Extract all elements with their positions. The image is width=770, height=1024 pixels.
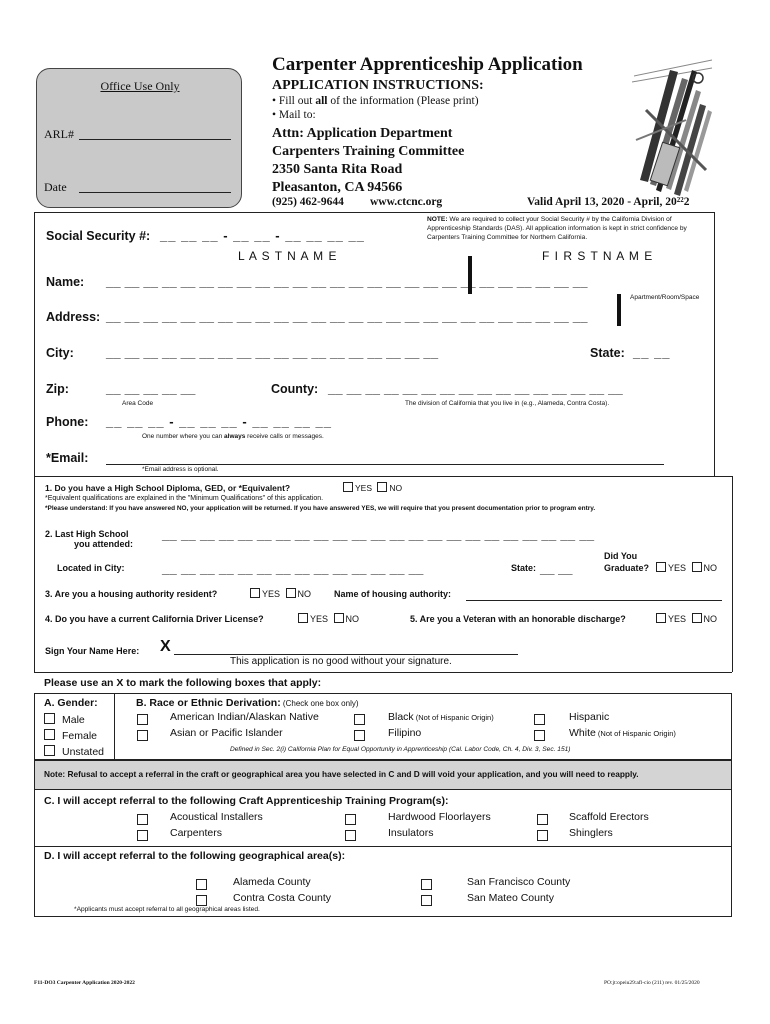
gender-male-checkbox[interactable] [44, 713, 55, 724]
county-field[interactable]: __ __ __ __ __ __ __ __ __ __ __ __ __ __ __ __ [328, 381, 623, 396]
city-label: City: [46, 346, 74, 360]
craft-carpenters-label: Carpenters [170, 827, 222, 839]
area-code-hint: Area Code [122, 400, 154, 407]
geo-heading: D. I will accept referral to the following geographical area(s): [44, 850, 346, 862]
footer-form-id: F11-DO3 Carpenter Application 2020-2022 [34, 980, 135, 986]
mailing-address [272, 125, 464, 197]
gender-option-label: Female [62, 730, 98, 742]
gender-option [44, 728, 104, 744]
arl-field[interactable] [79, 139, 231, 140]
q1-text: 1. Do you have a High School Diploma, GED, or *Equivalent? [45, 483, 291, 493]
geo-san-mateo-label: San Mateo County [467, 892, 554, 904]
county-hint: The division of California that you live in (e.g., Alameda, Contra Costa). [405, 400, 610, 407]
page-title: Carpenter Apprenticeship Application [272, 54, 583, 75]
apartment-divider [617, 294, 621, 326]
gender-option-label: Unstated [62, 746, 105, 758]
questions-right-border [732, 476, 733, 672]
footer-revision: PO:jt:opeiu29:afl-cio (211) rev. 01/25/2020 [604, 980, 700, 986]
gender-option-label: Male [62, 714, 85, 726]
form-left-border [34, 212, 35, 476]
gender-heading: A. Gender: [44, 697, 98, 709]
signature-note: This application is no good without your signature. [230, 656, 452, 667]
contact-phone: (925) 462-9644 [272, 196, 344, 208]
questions-top-border [714, 476, 732, 477]
date-field[interactable] [79, 192, 231, 193]
race-american-indian-label: American Indian/Alaskan Native [170, 711, 319, 723]
located-city-field[interactable]: __ __ __ __ __ __ __ __ __ __ __ __ __ __ [162, 561, 424, 576]
graduate-no-checkbox[interactable] [692, 562, 702, 572]
last-name-heading: L A S T N A M E [238, 249, 338, 263]
address-line: Pleasanton, CA 94566 [272, 180, 403, 195]
gender-option [44, 712, 104, 728]
office-use-box [36, 68, 242, 208]
website: www.ctcnc.org [370, 196, 443, 208]
county-label: County: [271, 382, 319, 396]
housing-authority-label: Name of housing authority: [334, 589, 451, 599]
located-city-label: Located in City: [57, 563, 125, 573]
q1-note-understand: *Please understand: If you have answered NO, your application will be returned. If you have answered YES, we will require that you present documentation prior to program entry. [45, 505, 596, 512]
first-name-heading: F I R S T N A M E [542, 249, 654, 263]
address-line: Carpenters Training Committee [272, 144, 465, 159]
geo-san-mateo-checkbox[interactable] [421, 893, 432, 911]
zip-label: Zip: [46, 382, 69, 396]
boxes-heading: Please use an X to mark the following boxes that apply: [44, 677, 322, 689]
q3-yes-checkbox[interactable] [250, 588, 260, 598]
housing-authority-field[interactable] [466, 600, 722, 601]
email-label: *Email: [46, 451, 89, 465]
geo-note: *Applicants must accept referral to all geographical areas listed. [74, 906, 260, 913]
form-top-border [34, 212, 714, 213]
graduate-options [656, 562, 717, 573]
race-definition-note: Defined in Sec. 2(i) California Plan for Equal Opportunity in Apprenticeship (Cal. Labor Code, Ch. 4, Div. 3, Sec. 151) [230, 746, 571, 753]
q1-note-equivalent: *Equivalent qualifications are explained in the "Minimum Qualifications" of this application. [45, 495, 324, 502]
q1-yes-checkbox[interactable] [343, 482, 353, 492]
geo-contra-costa-label: Contra Costa County [233, 892, 332, 904]
q1-no-label: NO [389, 483, 403, 493]
graduate-label-2: Graduate? [604, 563, 650, 573]
phone-field[interactable]: __ __ __ - __ __ __ - __ __ __ __ [106, 414, 332, 429]
q3-no-label: NO [297, 589, 312, 599]
q5-yes-checkbox[interactable] [656, 613, 666, 623]
race-hispanic-label: Hispanic [569, 711, 610, 723]
q3-no-checkbox[interactable] [286, 588, 296, 598]
craft-hardwood-label: Hardwood Floorlayers [388, 811, 491, 823]
address-line: Attn: Application Department [272, 126, 453, 141]
carpentry-tools-illustration [626, 50, 718, 200]
arl-label: ARL# [44, 127, 74, 141]
race-asian-label: Asian or Pacific Islander [170, 727, 283, 739]
q4-yes-label: YES [310, 614, 329, 624]
q1-no-checkbox[interactable] [377, 482, 387, 492]
graduate-yes-checkbox[interactable] [656, 562, 666, 572]
q5-no-checkbox[interactable] [692, 613, 702, 623]
zip-field[interactable]: __ __ __ __ __ [106, 381, 196, 396]
gender-unstated-checkbox[interactable] [44, 745, 55, 756]
name-field[interactable]: __ __ __ __ __ __ __ __ __ __ __ __ __ __ __ __ __ __ __ __ __ __ __ __ __ __ [106, 274, 588, 289]
q1-yes-label: YES [355, 483, 373, 493]
q5-text: 5. Are you a Veteran with an honorable discharge? [410, 614, 626, 624]
graduate-no-label: NO [703, 563, 718, 573]
name-label: Name: [46, 275, 85, 289]
craft-insulators-label: Insulators [388, 827, 434, 839]
q2-label: 2. Last High School [45, 529, 129, 539]
ssn-field[interactable]: __ __ __ - __ __ - __ __ __ __ [160, 228, 365, 243]
email-field[interactable] [106, 464, 664, 465]
craft-scaffold-label: Scaffold Erectors [569, 811, 649, 823]
race-asian-checkbox[interactable] [137, 728, 148, 746]
email-hint: *Email address is optional. [142, 466, 219, 473]
q4-options [298, 613, 359, 624]
city-field[interactable]: __ __ __ __ __ __ __ __ __ __ __ __ __ __ __ __ __ __ [106, 345, 439, 360]
race-filipino-checkbox[interactable] [354, 728, 365, 746]
race-filipino-label: Filipino [388, 727, 422, 739]
signature-field[interactable] [174, 654, 518, 655]
geo-alameda-label: Alameda County [233, 876, 311, 888]
instructions-heading: APPLICATION INSTRUCTIONS: [272, 78, 484, 93]
instruction-mail-to: • Mail to: [272, 109, 316, 121]
address-line: 2350 Santa Rita Road [272, 162, 403, 177]
craft-insulators-checkbox[interactable] [345, 828, 356, 846]
q4-no-checkbox[interactable] [334, 613, 344, 623]
instruction-fill-out: • Fill out all of the information (Please print) [272, 95, 479, 107]
phone-hint: One number where you can always receive calls or messages. [142, 433, 324, 440]
signature-label: Sign Your Name Here: [45, 646, 140, 656]
gender-female-checkbox[interactable] [44, 729, 55, 740]
craft-carpenters-checkbox[interactable] [137, 828, 148, 846]
office-use-heading: Office Use Only [100, 79, 180, 93]
form-right-border [714, 212, 715, 476]
q3-yes-label: YES [262, 589, 281, 599]
q3-options [250, 588, 311, 599]
race-black-label: Black (Not of Hispanic Origin) [388, 711, 494, 723]
refusal-note: Note: Refusal to accept a referral in the craft or geographical area you have selected in C and D will void your application, and you will need to reapply. [44, 769, 639, 779]
demographics-divider [114, 693, 115, 760]
graduate-label: Did You [604, 551, 638, 561]
hs-state-field[interactable]: __ __ [540, 561, 573, 576]
hs-state-label: State: [511, 563, 537, 573]
signature-x: X [160, 638, 171, 655]
address-field[interactable]: __ __ __ __ __ __ __ __ __ __ __ __ __ __ __ __ __ __ __ __ __ __ __ __ __ __ [106, 309, 588, 324]
q3-text: 3. Are you a housing authority resident? [45, 589, 218, 599]
high-school-field[interactable]: __ __ __ __ __ __ __ __ __ __ __ __ __ __ __ __ __ __ __ __ __ __ __ [162, 527, 595, 542]
q5-no-label: NO [703, 614, 718, 624]
craft-heading: C. I will accept referral to the following Craft Apprenticeship Training Program(s): [44, 795, 449, 807]
q4-text: 4. Do you have a current California Driver License? [45, 614, 264, 624]
q4-yes-checkbox[interactable] [298, 613, 308, 623]
q5-options [656, 613, 717, 624]
q2-label-2: you attended: [74, 539, 134, 549]
phone-label: Phone: [46, 415, 89, 429]
craft-shinglers-label: Shinglers [569, 827, 613, 839]
gender-option [44, 744, 104, 760]
state-field[interactable]: __ __ [633, 345, 671, 360]
geo-san-francisco-label: San Francisco County [467, 876, 571, 888]
race-white-label: White (Not of Hispanic Origin) [569, 727, 676, 739]
address-label: Address: [46, 310, 101, 324]
q4-no-label: NO [345, 614, 360, 624]
q5-yes-label: YES [668, 614, 687, 624]
section-divider [34, 476, 714, 477]
questions-left-border [34, 476, 35, 672]
ssn-label: Social Security #: [46, 229, 151, 243]
graduate-yes-label: YES [668, 563, 687, 573]
ssn-note: NOTE: We are required to collect your Social Security # by the California Division of Apprenticeship Standards (DAS). All application information is kept in strict confidence by Carpenters Training Committee for Northern California. [427, 216, 687, 241]
state-label: State: [590, 346, 625, 360]
race-heading: B. Race or Ethnic Derivation: (Check one box only) [136, 697, 359, 709]
apartment-hint: Apartment/Room/Space [630, 294, 700, 301]
gender-options [44, 712, 104, 760]
date-label: Date [44, 180, 67, 194]
valid-dates: Valid April 13, 2020 - April, $20^{22}2$ [527, 196, 690, 208]
craft-shinglers-checkbox[interactable] [537, 828, 548, 846]
craft-acoustical-label: Acoustical Installers [170, 811, 263, 823]
race-white-checkbox[interactable] [534, 728, 545, 746]
q1-options [343, 482, 402, 493]
questions-bottom-border [34, 672, 732, 673]
